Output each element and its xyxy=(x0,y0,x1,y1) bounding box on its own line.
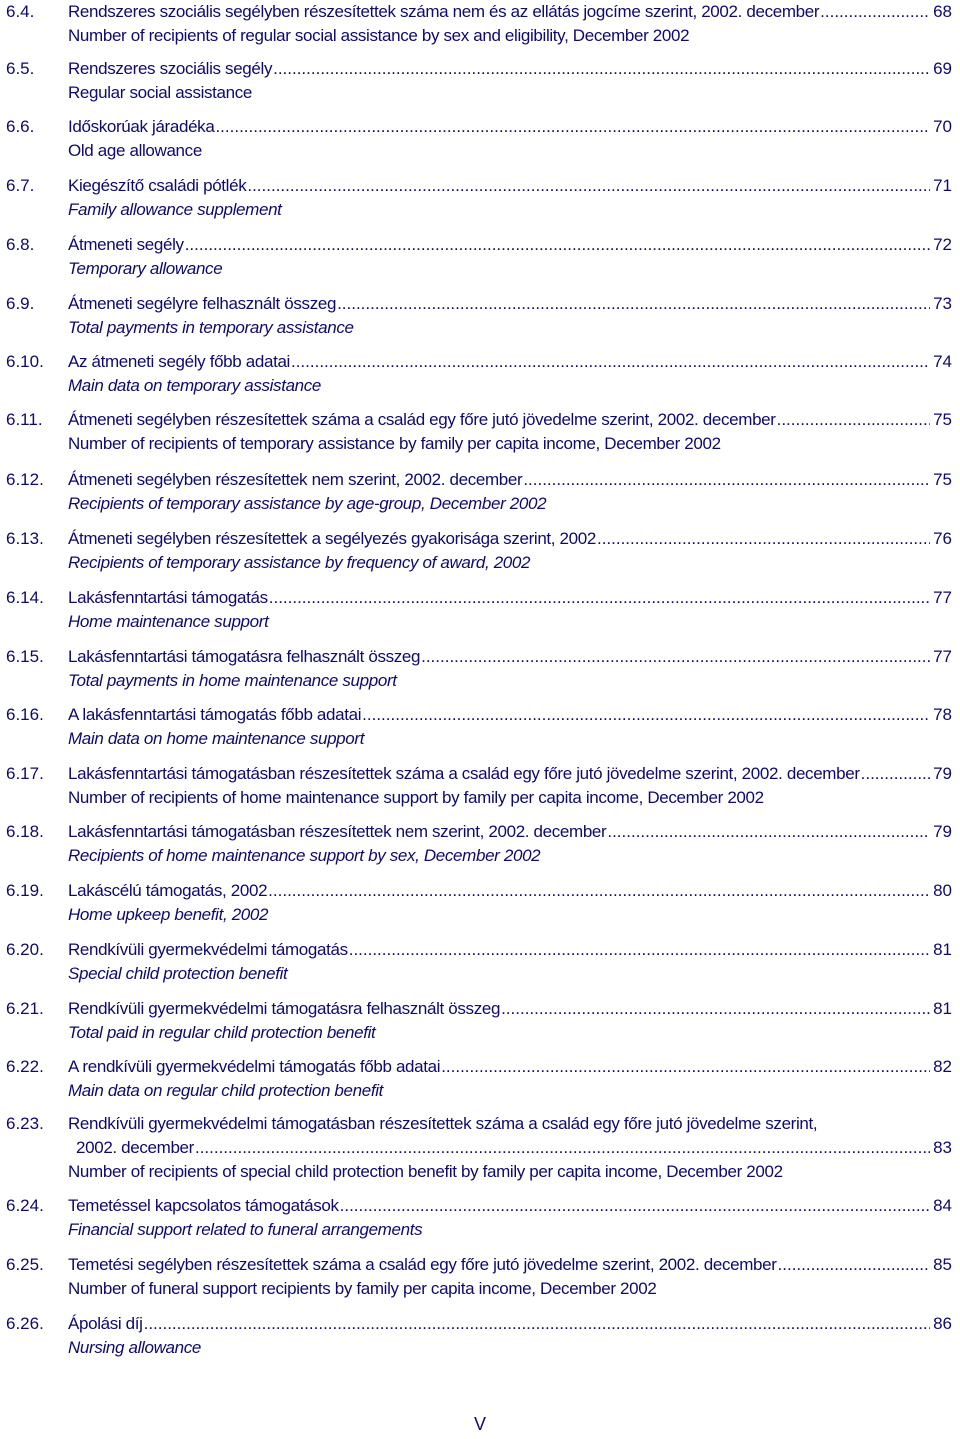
leader-dots xyxy=(291,350,930,374)
toc-entry-title-hu[interactable]: Átmeneti segélyben részesítettek száma a család egy főre jutó jövedelme szerint, 2002. december xyxy=(68,410,776,429)
leader-dots xyxy=(778,1253,931,1277)
leader-dots xyxy=(268,879,930,903)
toc-entry-page[interactable]: 79 xyxy=(933,764,952,783)
toc-entry-title-en: Main data on regular child protection benefit xyxy=(68,1081,384,1100)
toc-entry-title-en: Number of recipients of home maintenance support by family per capita income, December 2002 xyxy=(68,788,764,807)
toc-entry-number: 6.13. xyxy=(6,529,44,548)
toc-entry-title-en: Recipients of temporary assistance by age-group, December 2002 xyxy=(68,494,547,513)
toc-entry-title-en: Main data on home maintenance support xyxy=(68,729,365,748)
leader-dots xyxy=(362,703,930,727)
toc-entry-page[interactable]: 81 xyxy=(933,999,952,1018)
toc-entry-number: 6.23. xyxy=(6,1114,44,1133)
toc-entry-number: 6.14. xyxy=(6,588,44,607)
toc-entry-page[interactable]: 71 xyxy=(933,176,952,195)
toc-entry-number: 6.11. xyxy=(6,410,43,429)
toc-entry-title-en: Total payments in home maintenance support xyxy=(68,671,397,690)
leader-dots xyxy=(195,1136,930,1160)
toc-entry-page[interactable]: 69 xyxy=(933,59,952,78)
toc-entry-title-en: Temporary allowance xyxy=(68,259,223,278)
toc-entry-title-hu[interactable]: Rendkívüli gyermekvédelmi támogatásban részesítettek száma a család egy főre jutó jövedelme szerint, xyxy=(68,1114,818,1133)
leader-dots xyxy=(523,468,930,492)
toc-entry-title-en: Main data on temporary assistance xyxy=(68,376,322,395)
toc-entry-number: 6.16. xyxy=(6,705,44,724)
leader-dots xyxy=(820,0,930,24)
toc-entry-title-hu[interactable]: Rendkívüli gyermekvédelmi támogatás xyxy=(68,940,348,959)
toc-entry-page[interactable]: 75 xyxy=(933,410,952,429)
toc-entry-page[interactable]: 75 xyxy=(933,470,952,489)
toc-entry-page[interactable]: 77 xyxy=(933,588,952,607)
toc-entry-page[interactable]: 86 xyxy=(933,1314,952,1333)
toc-entry-page[interactable]: 68 xyxy=(933,2,952,21)
toc-entry-title-en: Number of recipients of temporary assistance by family per capita income, December 2002 xyxy=(68,434,721,453)
toc-entry-title-en: Number of recipients of regular social assistance by sex and eligibility, December 2002 xyxy=(68,26,690,45)
toc-entry-page[interactable]: 76 xyxy=(933,529,952,548)
leader-dots xyxy=(247,174,930,198)
leader-dots xyxy=(269,586,930,610)
toc-entry-title-hu[interactable]: Lakásfenntartási támogatásra felhasznált összeg xyxy=(68,647,421,666)
toc-entry-title-hu[interactable]: Átmeneti segélyre felhasznált összeg xyxy=(68,294,337,313)
toc-entry-page[interactable]: 80 xyxy=(933,881,952,900)
toc-entry-title-en: Number of funeral support recipients by family per capita income, December 2002 xyxy=(68,1279,657,1298)
toc-entry-page[interactable]: 77 xyxy=(933,647,952,666)
toc-entry-number: 6.4. xyxy=(6,2,35,21)
toc-entry-title-en: Home upkeep benefit, 2002 xyxy=(68,905,269,924)
toc-entry-title-hu[interactable]: Rendkívüli gyermekvédelmi támogatásra felhasznált összeg xyxy=(68,999,501,1018)
toc-entry-number: 6.24. xyxy=(6,1196,44,1215)
toc-entry-page[interactable]: 74 xyxy=(933,352,952,371)
toc-entry-number: 6.7. xyxy=(6,176,35,195)
toc-entry-title-hu[interactable]: Lakásfenntartási támogatásban részesítettek nem szerint, 2002. december xyxy=(68,822,607,841)
toc-entry-number: 6.21. xyxy=(6,999,44,1018)
toc-entry-title-hu[interactable]: Lakáscélú támogatás, 2002 xyxy=(68,881,268,900)
toc-entry-title-en: Number of recipients of special child protection benefit by family per capita income, December 2002 xyxy=(68,1162,783,1181)
toc-entry-title-en: Regular social assistance xyxy=(68,83,253,102)
leader-dots xyxy=(337,292,930,316)
toc-entry-title-hu[interactable]: Átmeneti segély xyxy=(68,235,184,254)
leader-dots xyxy=(421,645,930,669)
toc-entry-title-hu[interactable]: Átmeneti segélyben részesítettek a segélyezés gyakorisága szerint, 2002 xyxy=(68,529,596,548)
leader-dots xyxy=(185,233,930,257)
toc-entry-page[interactable]: 72 xyxy=(933,235,952,254)
toc-entry-title-hu[interactable]: Temetéssel kapcsolatos támogatások xyxy=(68,1196,339,1215)
toc-entry-number: 6.15. xyxy=(6,647,44,666)
toc-entry-title-en: Old age allowance xyxy=(68,141,202,160)
toc-entry-number: 6.17. xyxy=(6,764,44,783)
toc-entry-page[interactable]: 82 xyxy=(933,1057,952,1076)
leader-dots xyxy=(597,527,930,551)
leader-dots xyxy=(501,997,930,1021)
page-number: V xyxy=(473,1414,486,1434)
toc-entry-title-hu[interactable]: Ápolási díj xyxy=(68,1314,143,1333)
toc-entry-page[interactable]: 84 xyxy=(933,1196,952,1215)
toc-entry-title-hu[interactable]: A lakásfenntartási támogatás főbb adatai xyxy=(68,705,362,724)
toc-entry-number: 6.25. xyxy=(6,1255,44,1274)
toc-entry-title-hu[interactable]: Lakásfenntartási támogatás xyxy=(68,588,268,607)
toc-entry-page[interactable]: 70 xyxy=(933,117,952,136)
toc-entry-title-en: Total paid in regular child protection benefit xyxy=(68,1023,376,1042)
toc-entry-number: 6.10. xyxy=(6,352,44,371)
toc-entry-number: 6.12. xyxy=(6,470,44,489)
toc-entry-title-en: Recipients of home maintenance support by sex, December 2002 xyxy=(68,846,541,865)
toc-entry-page[interactable]: 85 xyxy=(933,1255,952,1274)
toc-entry-number: 6.9. xyxy=(6,294,35,313)
toc-entry-title-hu[interactable]: Kiegészítő családi pótlék xyxy=(68,176,247,195)
toc-entry-number: 6.19. xyxy=(6,881,44,900)
toc-entry-title-en: Total payments in temporary assistance xyxy=(68,318,354,337)
leader-dots xyxy=(144,1312,930,1336)
toc-entry-title-en: Nursing allowance xyxy=(68,1338,201,1357)
toc-entry-page[interactable]: 73 xyxy=(933,294,952,313)
toc-entry-title-hu[interactable]: Lakásfenntartási támogatásban részesítettek száma a család egy főre jutó jövedelme szerint, 2002. december xyxy=(68,764,860,783)
leader-dots xyxy=(861,762,930,786)
leader-dots xyxy=(777,408,930,432)
leader-dots xyxy=(349,938,930,962)
toc-entry-number: 6.22. xyxy=(6,1057,44,1076)
leader-dots xyxy=(340,1194,930,1218)
toc-entry-number: 6.20. xyxy=(6,940,44,959)
toc-entry-title-hu[interactable]: Az átmeneti segély főbb adatai xyxy=(68,352,290,371)
toc-entry-page[interactable]: 83 xyxy=(933,1138,952,1157)
toc-entry-title-hu-continued[interactable]: 2002. december xyxy=(76,1138,194,1157)
toc-entry-page[interactable]: 79 xyxy=(933,822,952,841)
toc-entry-title-hu[interactable]: Rendszeres szociális segélyben részesítettek száma nem és az ellátás jogcíme szerint, 2002. december xyxy=(68,2,820,21)
toc-entry-title-hu[interactable]: Átmeneti segélyben részesítettek nem szerint, 2002. december xyxy=(68,470,523,489)
toc-entry-title-en: Special child protection benefit xyxy=(68,964,288,983)
toc-entry-number: 6.8. xyxy=(6,235,35,254)
toc-entry-title-en: Financial support related to funeral arrangements xyxy=(68,1220,423,1239)
toc-entry-number: 6.18. xyxy=(6,822,44,841)
toc-entry-title-hu[interactable]: Időskorúak járadéka xyxy=(68,117,215,136)
toc-entry-title-en: Family allowance supplement xyxy=(68,200,282,219)
toc-entry-title-hu[interactable]: Temetési segélyben részesítettek száma a család egy főre jutó jövedelme szerint, 2002. december xyxy=(68,1255,777,1274)
toc-entry-page[interactable]: 78 xyxy=(933,705,952,724)
leader-dots xyxy=(215,115,930,139)
toc-entry-title-en: Recipients of temporary assistance by frequency of award, 2002 xyxy=(68,553,531,572)
toc-entry-title-en: Home maintenance support xyxy=(68,612,269,631)
leader-dots xyxy=(607,820,930,844)
toc-entry-number: 6.26. xyxy=(6,1314,44,1333)
leader-dots xyxy=(273,57,930,81)
toc-entry-title-hu[interactable]: A rendkívüli gyermekvédelmi támogatás főbb adatai xyxy=(68,1057,441,1076)
leader-dots xyxy=(441,1055,930,1079)
toc-entry-page[interactable]: 81 xyxy=(933,940,952,959)
toc-entry-number: 6.5. xyxy=(6,59,35,78)
toc-entry-title-hu[interactable]: Rendszeres szociális segély xyxy=(68,59,273,78)
toc-entry-number: 6.6. xyxy=(6,117,35,136)
